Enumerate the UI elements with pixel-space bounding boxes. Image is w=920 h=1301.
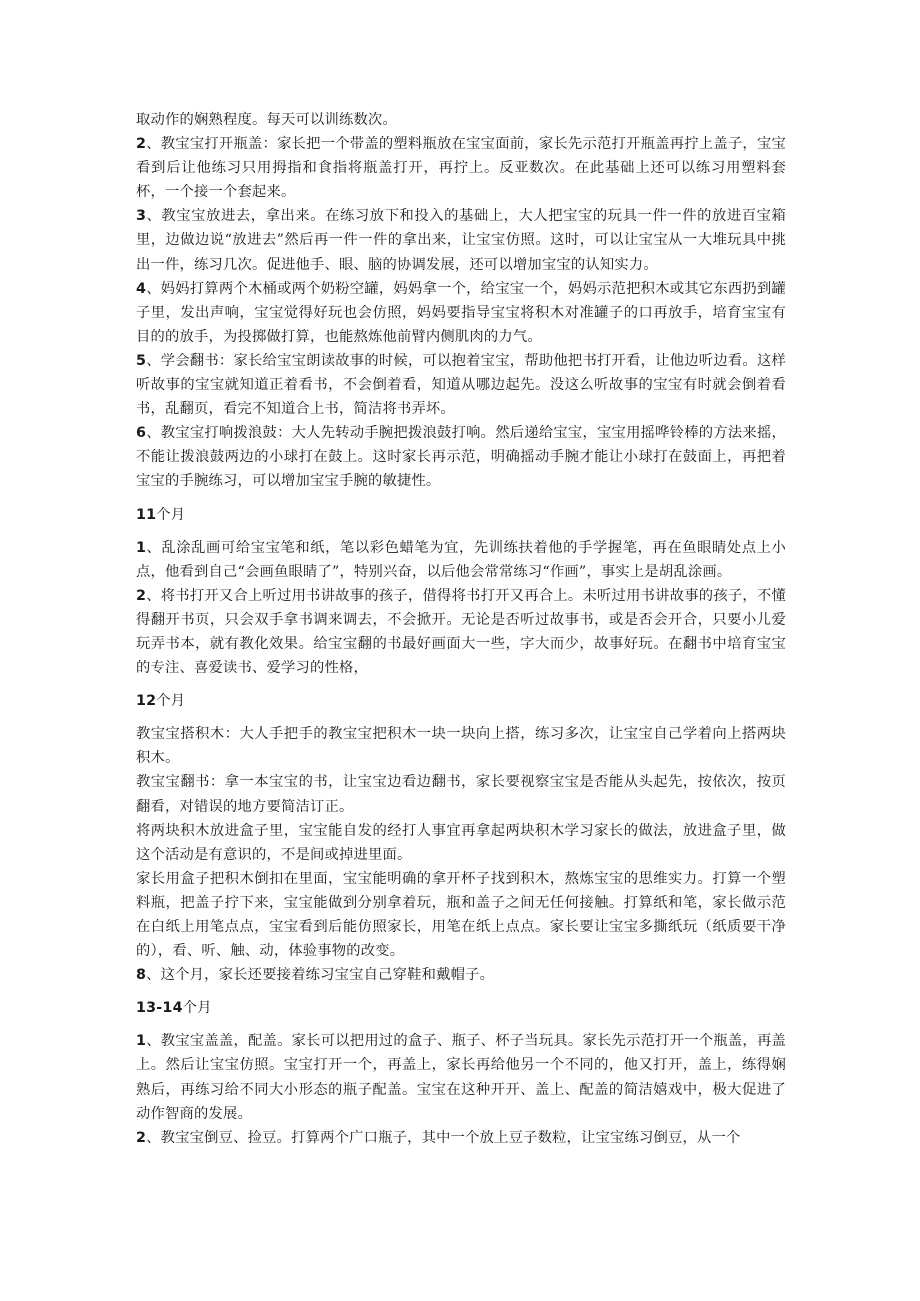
paragraph: 5、学会翻书：家长给宝宝朗读故事的时候，可以抱着宝宝，帮助他把书打开看，让他边听边看。这样听故事的宝宝就知道正着看书，不会倒着看，知道从哪边起先。没这么听故事的宝宝有时就会倒着看书，乱翻页，看完不知道合上书，简洁将书弄坏。: [136, 352, 786, 418]
section-heading: 11个月: [136, 506, 186, 523]
paragraph: 教宝宝翻书：拿一本宝宝的书，让宝宝边看边翻书，家长要视察宝宝是否能从头起先，按依次，按页翻看，对错误的地方要简洁订正。: [136, 774, 786, 815]
paragraph: 3、教宝宝放进去，拿出来。在练习放下和投入的基础上，大人把宝宝的玩具一件一件的放进百宝箱里，边做边说“放进去”然后再一件一件的拿出来，让宝宝仿照。这时，可以让宝宝从一大堆玩具中挑出一件，练习几次。促进他手、眼、脑的协调发展，还可以增加宝宝的认知实力。: [136, 208, 786, 273]
paragraph: 8、这个月，家长还要接着练习宝宝自己穿鞋和戴帽子。: [136, 967, 495, 984]
paragraph: 将两块积木放进盒子里，宝宝能自发的经打人事宜再拿起两块积木学习家长的做法，放进盒子里，做这个活动是有意识的，不是间或掉进里面。: [136, 822, 786, 863]
paragraph: 4、妈妈打算两个木桶或两个奶粉空罐，妈妈拿一个，给宝宝一个，妈妈示范把积木或其它东西扔到罐子里，发出声响，宝宝觉得好玩也会仿照，妈妈要指导宝宝将积木对准罐子的口再放手，培育宝宝有目的的放手，为投掷做打算，也能熬炼他前臂内侧肌肉的力气。: [136, 280, 786, 345]
paragraph: 1、乱涂乱画可给宝宝笔和纸，笔以彩色蜡笔为宜，先训练扶着他的手学握笔，再在鱼眼睛处点上小点，他看到自己“会画鱼眼睛了”，特别兴奋，以后他会常常练习“作画”，事实上是胡乱涂画。: [136, 539, 786, 580]
section-heading: 13-14个月: [136, 1000, 212, 1017]
paragraph: 1、教宝宝盖盖，配盖。家长可以把用过的盒子、瓶子、杯子当玩具。家长先示范打开一个瓶盖，再盖上。然后让宝宝仿照。宝宝打开一个，再盖上，家长再给他另一个不同的，他又打开，盖上，练得娴熟后，再练习给不同大小形态的瓶子配盖。宝宝在这种开开、盖上、配盖的简洁嬉戏中，极大促进了动作智商的发展。: [136, 1033, 786, 1122]
paragraph: 家长用盒子把积木倒扣在里面，宝宝能明确的拿开杯子找到积木，熬炼宝宝的思维实力。打算一个塑料瓶，把盖子拧下来，宝宝能做到分别拿着玩，瓶和盖子之间无任何接触。打算纸和笔，家长做示范在白纸上用笔点点，宝宝看到后能仿照家长，用笔在纸上点点。家长要让宝宝多撕纸玩（纸质要干净的），看、听、触、动，体验事物的改变。: [136, 870, 786, 960]
paragraph: 2、将书打开又合上听过用书讲故事的孩子，借得将书打开又再合上。未听过用书讲故事的孩子，不懂得翻开书页，只会双手拿书调来调去，不会掀开。无论是否听过故事书，或是否会开合，只要小儿爱玩弄书本，就有教化效果。给宝宝翻的书最好画面大一些，字大而少，故事好玩。在翻书中培育宝宝的专注、喜爱读书、爱学习的性格，: [136, 587, 786, 677]
paragraph: 2、教宝宝打开瓶盖：家长把一个带盖的塑料瓶放在宝宝面前，家长先示范打开瓶盖再拧上盖子，宝宝看到后让他练习只用拇指和食指将瓶盖打开，再拧上。反亚数次。在此基础上还可以练习用塑料套杯，一个接一个套起来。: [136, 136, 786, 201]
document-body: [136, 108, 786, 1150]
section-heading: 12个月: [136, 693, 186, 710]
paragraph: 取动作的娴熟程度。每天可以训练数次。: [136, 112, 397, 128]
paragraph: 2、教宝宝倒豆、捡豆。打算两个广口瓶子，其中一个放上豆子数粒，让宝宝练习倒豆，从一个: [136, 1129, 741, 1146]
paragraph: 6、教宝宝打响拨浪鼓：大人先转动手腕把拨浪鼓打响。然后递给宝宝，宝宝用摇哗铃棒的方法来摇，不能让拨浪鼓两边的小球打在鼓上。这时家长再示范，明确摇动手腕才能让小球打在鼓面上，再把着宝宝的手腕练习，可以增加宝宝手腕的敏捷性。: [136, 425, 786, 490]
paragraph: 教宝宝搭积木：大人手把手的教宝宝把积木一块一块向上搭，练习多次，让宝宝自己学着向上搭两块积木。: [136, 726, 786, 767]
